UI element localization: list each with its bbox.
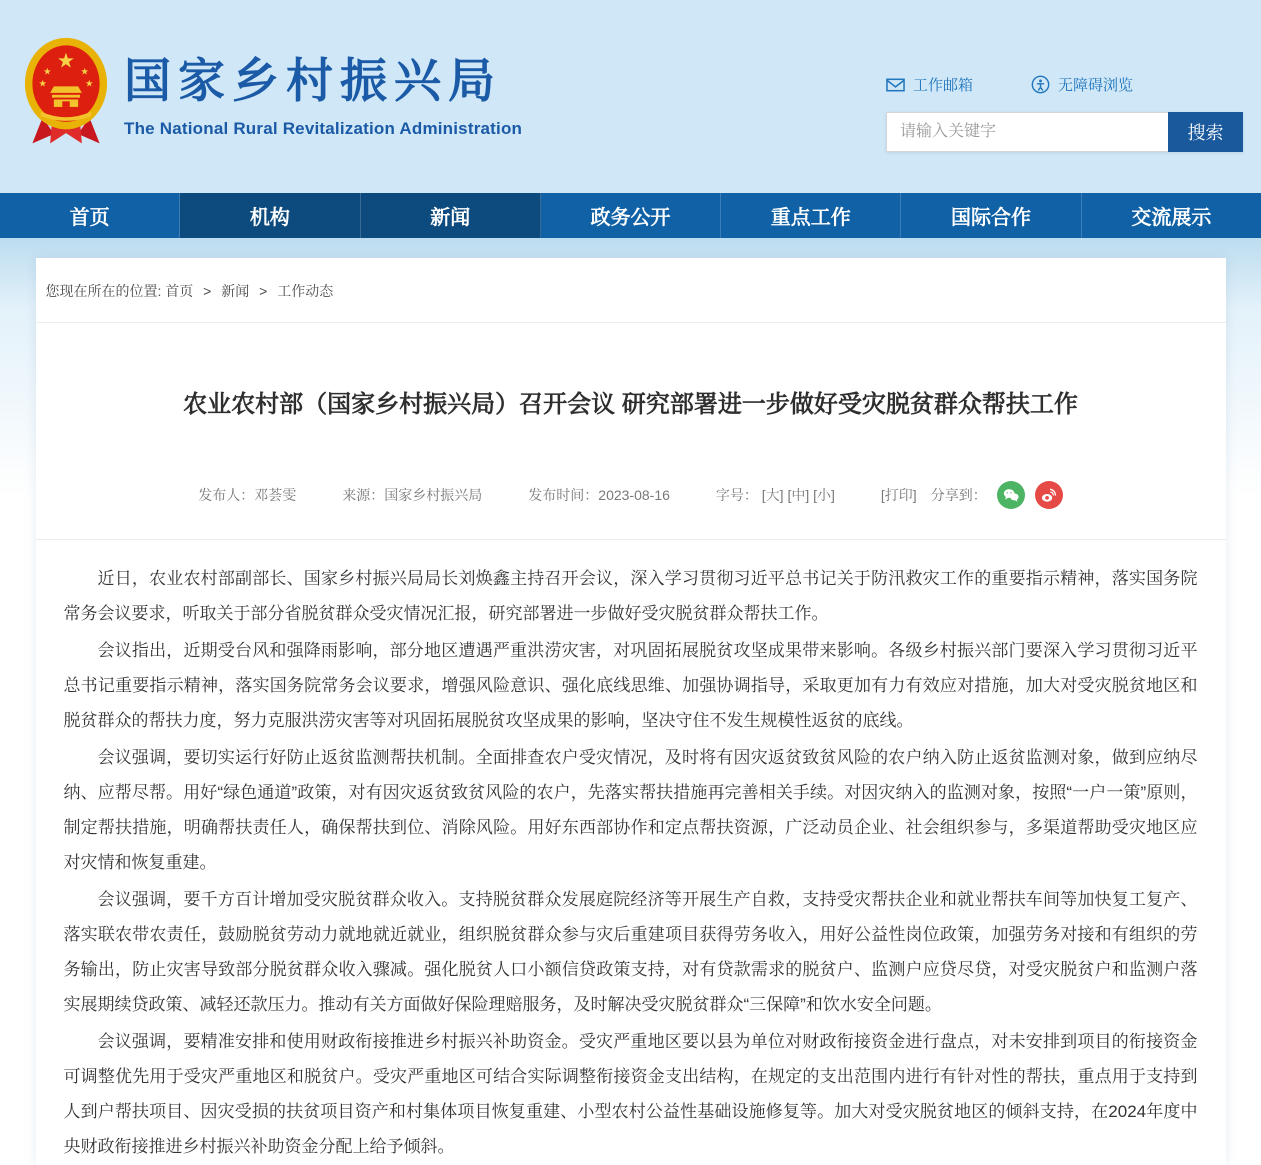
envelope-icon: [886, 78, 905, 92]
search-button[interactable]: 搜索: [1168, 112, 1243, 152]
nav-item-news[interactable]: 新闻: [361, 193, 541, 238]
article-paragraph: 会议强调，要千方百计增加受灾脱贫群众收入。支持脱贫群众发展庭院经济等开展生产自救，支持受灾帮扶企业和就业帮扶车间等加快复工复产、落实联农带农责任，鼓励脱贫劳动力就地就近就业，组织脱贫群众参与灾后重建项目获得劳务收入，用好公益性岗位政策，加强劳务对接和有组织的劳务输出，防止灾害导致部分脱贫群众收入骤减。强化脱贫人口小额信贷政策支持，对有贷款需求的脱贫户、监测户应贷尽贷，对受灾脱贫户和监测户落实展期续贷政策、减轻还款压力。推动有关方面做好保险理赔服务，及时解决受灾脱贫群众“三保障”和饮水安全问题。: [63, 890, 1198, 1014]
site-subtitle: The National Rural Revitalization Administration: [124, 119, 523, 138]
brand-text: [124, 34, 522, 139]
site-title: 国家乡村振兴局: [124, 54, 502, 107]
nav-item-intl-coop[interactable]: 国际合作: [901, 193, 1081, 238]
article-paragraph: 会议强调，要精准安排和使用财政衔接推进乡村振兴补助资金。受灾严重地区要以县为单位对财政衔接资金进行盘点，对未安排到项目的衔接资金可调整优先用于受灾严重地区和脱贫户。受灾严重地区可结合实际调整衔接资金支出结构，在规定的支出范围内进行有针对性的帮扶，重点用于支持到人到户帮扶项目、因灾受损的扶贫项目资产和村集体项目恢复重建、小型农村公益性基础设施修复等。加大对受灾脱贫地区的倾斜支持，在2024年度中央财政衔接推进乡村振兴补助资金分配上给予倾斜。: [63, 1032, 1198, 1156]
svg-text:★: ★: [56, 49, 76, 73]
accessibility-link[interactable]: [1031, 74, 1133, 95]
weibo-share-icon[interactable]: [1035, 481, 1063, 509]
svg-text:★: ★: [80, 66, 89, 77]
meta-fontsize: [716, 485, 835, 505]
fontsize-label: 字号：: [715, 487, 758, 503]
svg-text:★: ★: [43, 66, 52, 77]
nav-item-home[interactable]: 首页: [0, 193, 180, 238]
breadcrumb-current[interactable]: 工作动态: [277, 283, 334, 299]
meta-share: [881, 481, 1063, 509]
share-label: 分享到：: [930, 487, 987, 503]
quick-links: [886, 74, 1243, 95]
search-input[interactable]: [886, 112, 1168, 152]
wechat-share-icon[interactable]: [997, 481, 1025, 509]
site-header: [0, 0, 1261, 193]
work-mail-link[interactable]: [886, 74, 973, 95]
meta-publisher: 发布人：邓荟雯: [198, 487, 297, 503]
nav-item-exchange[interactable]: 交流展示: [1131, 207, 1212, 229]
search-bar: [886, 112, 1243, 152]
meta-date: 发布时间：2023-08-16: [528, 487, 670, 503]
article-meta: [36, 481, 1226, 509]
svg-text:★: ★: [85, 78, 94, 89]
breadcrumb-separator: >: [259, 283, 268, 299]
article-card: [36, 258, 1226, 1165]
article-paragraph: 会议指出，近期受台风和强降雨影响，部分地区遭遇严重洪涝灾害，对巩固拓展脱贫攻坚成果带来影响。各级乡村振兴部门要深入学习贯彻习近平总书记重要指示精神，落实国务院常务会议要求，增强风险意识、强化底线思维、加强协调指导，采取更加有力有效应对措施，加大对受灾脱贫地区和脱贫群众的帮扶力度，努力克服洪涝灾害等对巩固拓展脱贫攻坚成果的影响，坚决守住不发生规模性返贫的底线。: [63, 641, 1198, 730]
site-brand[interactable]: [24, 34, 522, 150]
breadcrumb-prefix: 您现在所在的位置:: [45, 283, 162, 299]
article-title: 农业农村部（国家乡村振兴局）召开会议 研究部署进一步做好受灾脱贫群众帮扶工作: [183, 391, 1078, 418]
fontsize-small-button[interactable]: [小]: [813, 487, 835, 503]
breadcrumb-news[interactable]: 新闻: [221, 283, 250, 299]
accessibility-icon: [1031, 75, 1050, 94]
header-tools: [886, 74, 1243, 152]
article-paragraph: 会议强调，要切实运行好防止返贫监测帮扶机制。全面排查农户受灾情况，及时将有因灾返贫致贫风险的农户纳入防止返贫监测对象，做到应纳尽纳、应帮尽帮。用好“绿色通道”政策，对有因灾返贫致贫风险的农户，先落实帮扶措施再完善相关手续。对因灾纳入的监测对象，按照“一户一策”原则，制定帮扶措施，明确帮扶责任人，确保帮扶到位、消除风险。用好东西部协作和定点帮扶资源，广泛动员企业、社会组织参与，多渠道帮助受灾地区应对灾情和恢复重建。: [63, 748, 1198, 872]
print-button[interactable]: [打印]: [880, 487, 917, 503]
nav-item-key-work[interactable]: 重点工作: [721, 193, 901, 238]
nav-item-gov-info[interactable]: 政务公开: [541, 193, 721, 238]
fontsize-large-button[interactable]: [大]: [761, 487, 784, 503]
national-emblem-icon: [24, 34, 108, 150]
article-paragraph: 近日，农业农村部副部长、国家乡村振兴局局长刘焕鑫主持召开会议，深入学习贯彻习近平总书记关于防汛救灾工作的重要指示精神，落实国务院常务会议要求，听取关于部分省脱贫群众受灾情况汇报，研究部署进一步做好受灾脱贫群众帮扶工作。: [63, 569, 1198, 623]
nav-item-institution[interactable]: 机构: [180, 193, 360, 238]
accessibility-label: 无障碍浏览: [1058, 77, 1134, 94]
meta-source: 来源：国家乡村振兴局: [342, 487, 483, 503]
article-body: [36, 540, 1226, 1164]
breadcrumb-home[interactable]: 首页: [165, 283, 194, 299]
work-mail-label: 工作邮箱: [913, 77, 974, 94]
svg-text:★: ★: [38, 78, 47, 89]
fontsize-medium-button[interactable]: [中]: [787, 487, 810, 503]
breadcrumb-separator: >: [203, 283, 212, 299]
main-nav: [0, 193, 1261, 238]
breadcrumb: [36, 258, 1226, 323]
content-background: [0, 238, 1261, 1165]
